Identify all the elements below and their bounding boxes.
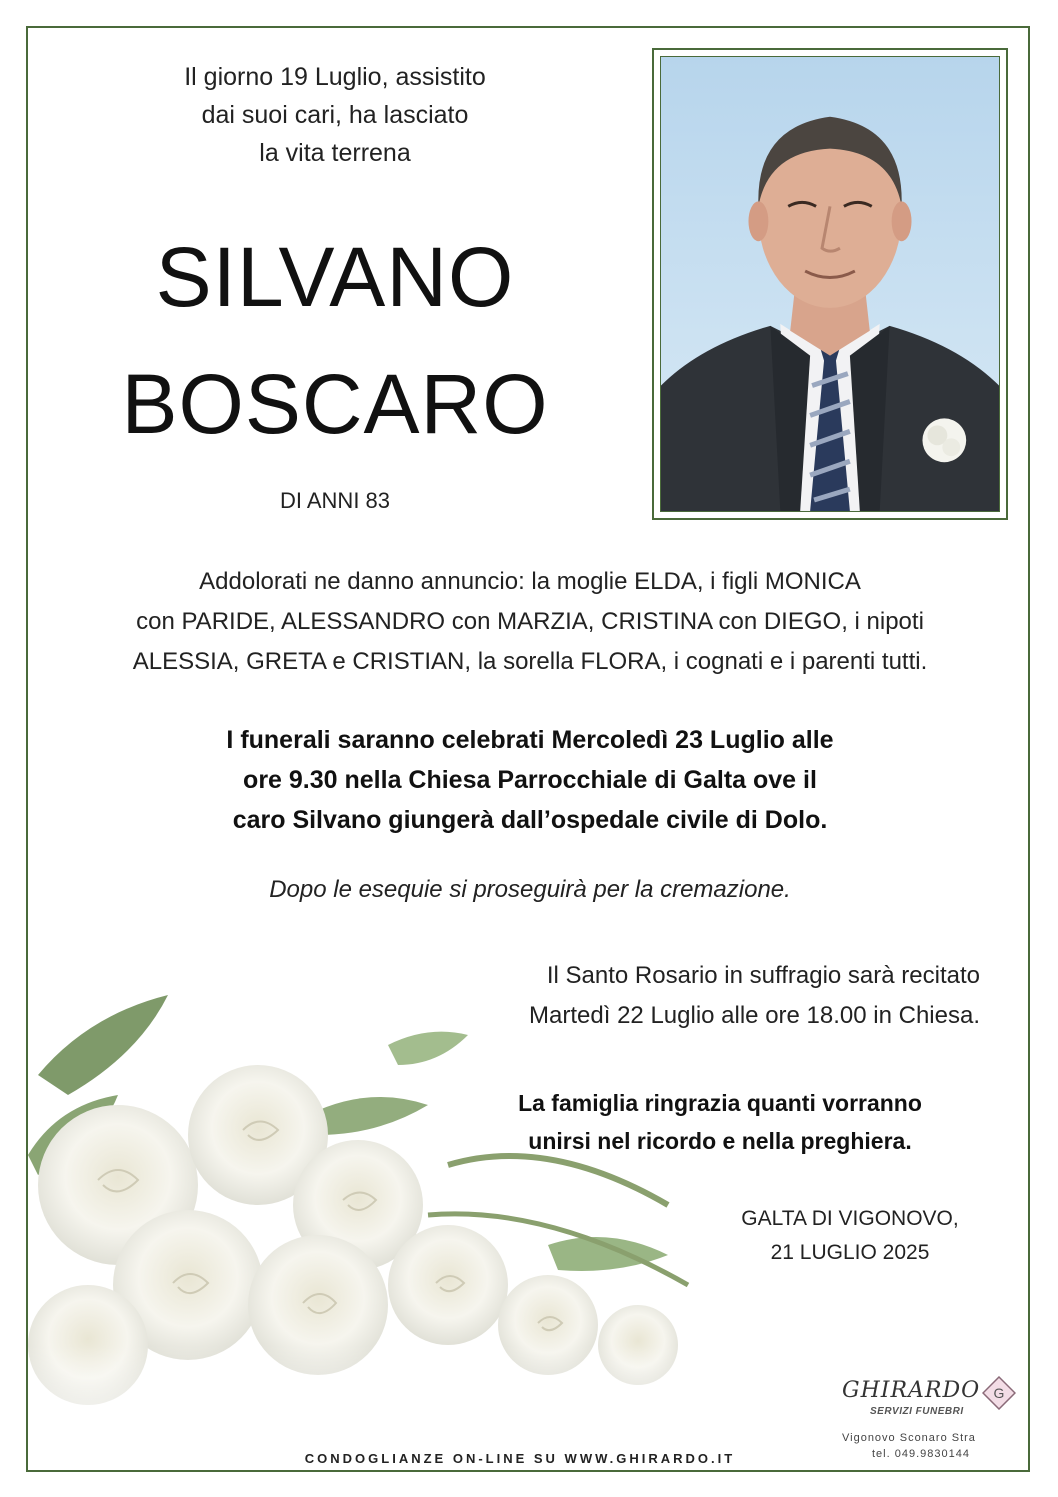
- rosary-line: Il Santo Rosario in suffragio sarà recitato: [546, 962, 980, 989]
- thanks-line: La famiglia ringrazia quanti vorranno: [518, 1090, 922, 1116]
- announcement-line: Addolorati ne danno annuncio: la moglie ELDA, i figli MONICA: [199, 568, 861, 595]
- funeral-line: caro Silvano giungerà dall’ospedale civile di Dolo.: [232, 806, 828, 834]
- logo-towns: Vigonovo Sconaro Stra: [842, 1432, 976, 1444]
- announcement-text: [40, 562, 1020, 682]
- portrait-illustration: [661, 57, 999, 511]
- portrait-frame: [652, 48, 1008, 520]
- intro-text: [90, 58, 580, 172]
- funeral-details: [60, 720, 1000, 840]
- roses-illustration: [28, 985, 728, 1455]
- announcement-line: con PARIDE, ALESSANDRO con MARZIA, CRISTINA con DIEGO, i nipoti: [136, 608, 924, 635]
- first-name: SILVANO: [155, 230, 515, 324]
- intro-line: dai suoi cari, ha lasciato: [201, 101, 469, 129]
- funeral-line: I funerali saranno celebrati Mercoledì 23 Luglio alle: [226, 726, 834, 754]
- place-and-date: [700, 1202, 1000, 1270]
- date-label: 21 LUGLIO 2025: [770, 1241, 930, 1264]
- place-label: GALTA DI VIGONOVO,: [741, 1207, 959, 1230]
- age-label: DI ANNI 83: [279, 488, 391, 513]
- logo-subtitle: SERVIZI FUNEBRI: [870, 1406, 964, 1417]
- logo-name: GHIRARDO: [842, 1378, 981, 1403]
- intro-line: Il giorno 19 Luglio, assistito: [184, 63, 486, 91]
- funeral-home-logo: [836, 1376, 1026, 1468]
- thanks-message: [440, 1084, 1000, 1160]
- intro-line: la vita terrena: [259, 139, 411, 167]
- cremation-note: Dopo le esequie si proseguirà per la cremazione.: [269, 876, 791, 903]
- funeral-line: ore 9.30 nella Chiesa Parrocchiale di Galta ove il: [243, 766, 817, 794]
- condolences-link[interactable]: CONDOGLIANZE ON-LINE SU WWW.GHIRARDO.IT: [304, 1451, 736, 1466]
- portrait-photo: [660, 56, 1000, 512]
- announcement-line: ALESSIA, GRETA e CRISTIAN, la sorella FLORA, i cognati e i parenti tutti.: [132, 648, 928, 675]
- rosary-line: Martedì 22 Luglio alle ore 18.00 in Chiesa.: [529, 1002, 980, 1029]
- white-roses-image: [28, 985, 728, 1455]
- logo-phone: tel. 049.9830144: [872, 1448, 970, 1460]
- logo-diamond-icon: [982, 1376, 1016, 1410]
- last-name: BOSCARO: [121, 357, 549, 451]
- thanks-line: unirsi nel ricordo e nella preghiera.: [528, 1128, 912, 1154]
- logo-mark-letter: G: [993, 1385, 1005, 1401]
